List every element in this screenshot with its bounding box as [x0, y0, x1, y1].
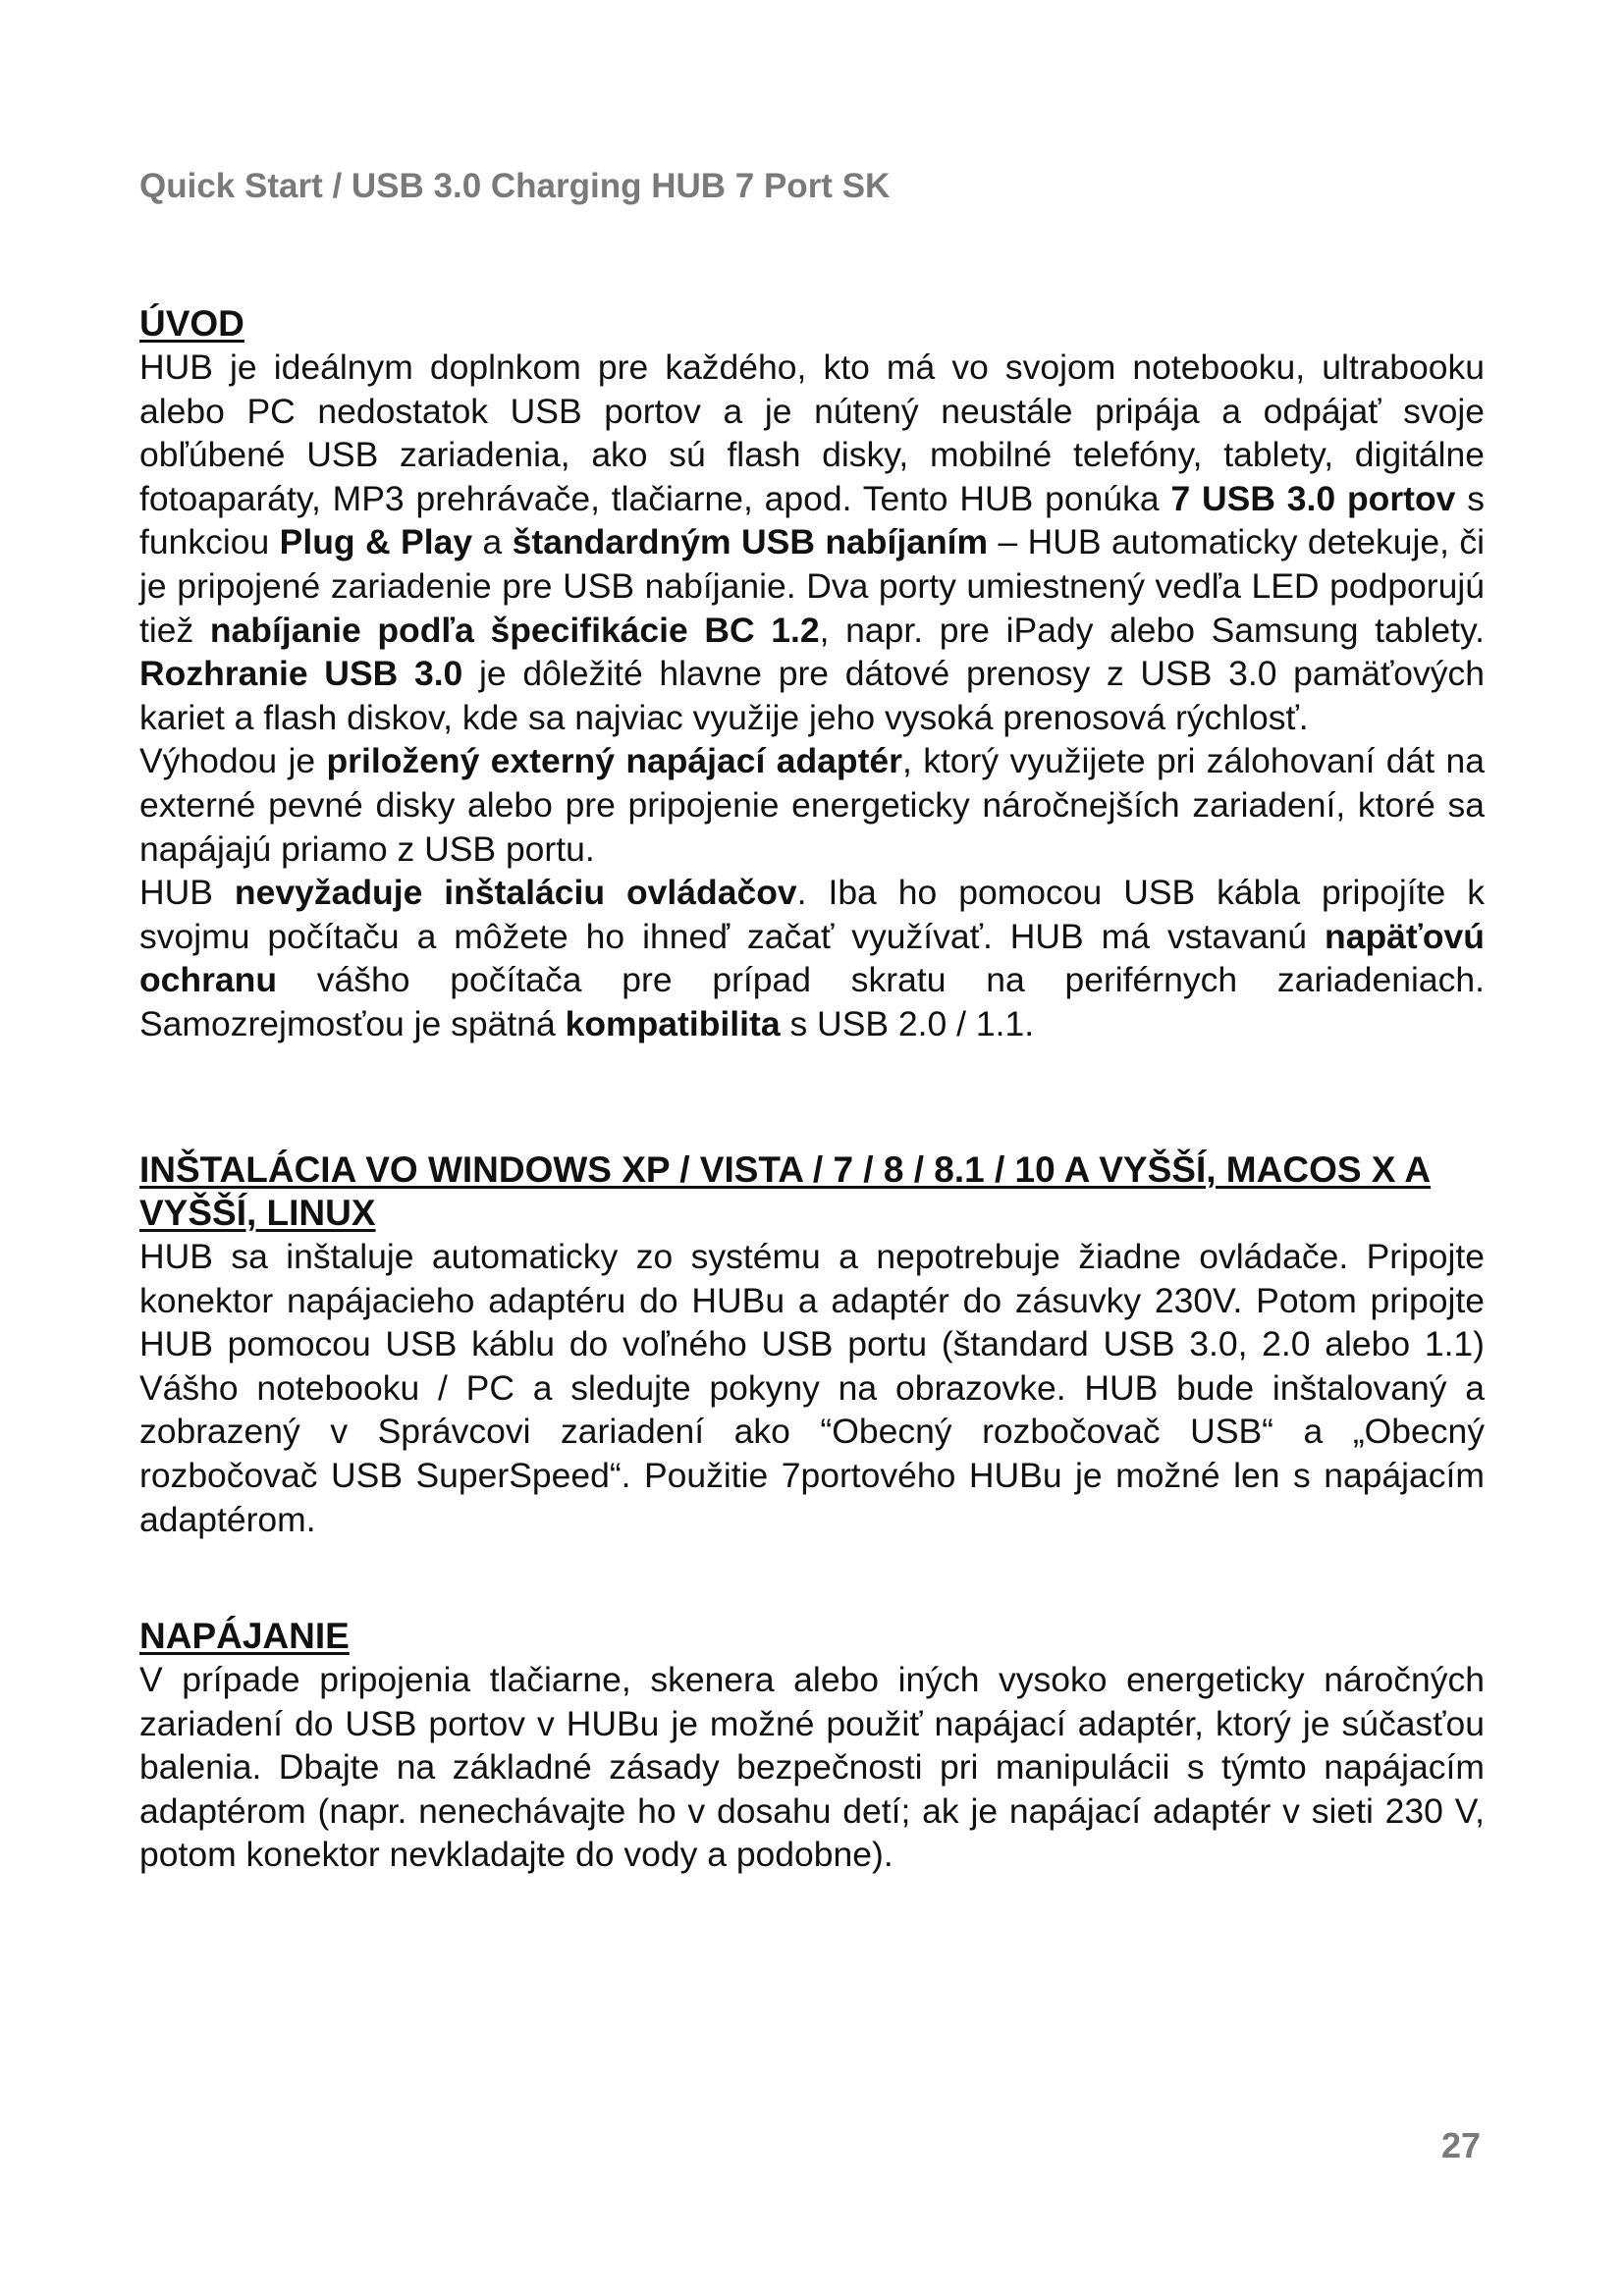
bold-run: štandardným USB nabíjaním: [512, 522, 989, 562]
section-heading-uvod: ÚVOD: [139, 303, 244, 344]
text-run: HUB je ideálnym doplnkom pre každého, kto má vo svojom notebooku, ultrabooku alebo PC nedostatok USB portov a je nútený neustále pripája a odpájať svoje obľúbené USB zariadenia, ako sú flash disky, mobilné telefóny, tablety, digitálne fotoaparáty, MP3 prehrávače, tlačiarne, apod. Tento HUB ponúka: [139, 347, 1485, 518]
text-run: vášho počítača pre prípad skratu na periférnych zariadeniach. Samozrejmosťou je spätná: [139, 960, 1485, 1043]
bold-run: Plug & Play: [279, 522, 473, 562]
text-run: . Iba ho pomocou USB kábla pripojíte k svojmu počítaču a môžete ho ihneď začať využívať. HUB má vstavanú: [139, 873, 1485, 956]
text-run: Výhodou je: [139, 741, 327, 781]
text-run: , ktorý využijete pri zálohovaní dát na externé pevné disky alebo pre pripojenie energeticky náročnejších zariadení, ktoré sa napájajú priamo z USB portu.: [139, 741, 1485, 869]
bold-run: kompatibilita: [565, 1003, 781, 1043]
paragraph-intro: [139, 346, 1485, 739]
paragraph-adapter: [139, 739, 1485, 871]
section-installation: [139, 1148, 1485, 1541]
text-run: je dôležité hlavne pre dátové prenosy z USB 3.0 pamäťových kariet a flash diskov, kde sa najviac využije jeho vysoká prenosová rýchlosť.: [139, 654, 1485, 737]
bold-run: nevyžaduje inštaláciu ovládačov: [234, 873, 797, 913]
bold-run: nabíjanie podľa špecifikácie BC 1.2: [209, 610, 820, 650]
section-power: [139, 1615, 1485, 1877]
bold-run: 7 USB 3.0 portov: [1170, 478, 1456, 518]
text-run: HUB sa inštaluje automaticky zo systému a nepotrebuje žiadne ovládače. Pripojte konektor napájacieho adaptéru do HUBu a adaptér do zásuvky 230V. Potom pripojte HUB pomocou USB káblu do voľného USB portu (štandard USB 3.0, 2.0 alebo 1.1) Vášho notebooku / PC a sledujte pokyny na obrazovke. HUB bude inštalovaný a zobrazený v Správcovi zariadení ako “Obecný rozbočovač USB“ a „Obecný rozbočovač USB SuperSpeed“. Použitie 7portového HUBu je možné len s napájacím adaptérom.: [139, 1237, 1485, 1539]
page-number: 27: [1440, 2125, 1481, 2165]
text-run: s funkciou: [139, 478, 1485, 562]
text-run: a: [472, 522, 513, 562]
bold-run: priložený externý napájací adaptér: [326, 741, 902, 781]
section-heading-installation: INŠTALÁCIA VO WINDOWS XP / VISTA / 7 / 8 / 8.1 / 10 A VYŠŠÍ, MACOS X A VYŠŠÍ, LINUX: [139, 1149, 1432, 1233]
page-header-title: Quick Start / USB 3.0 Charging HUB 7 Port SK: [139, 167, 891, 205]
text-run: HUB: [139, 873, 235, 913]
paragraph-power: [139, 1658, 1485, 1877]
section-heading-power: NAPÁJANIE: [139, 1616, 350, 1656]
bold-run: napäťovú ochranu: [139, 916, 1485, 1000]
text-run: V prípade pripojenia tlačiarne, skenera alebo iných vysoko energeticky náročných zariadení do USB portov v HUBu je možné použiť napájací adaptér, ktorý je súčasťou balenia. Dbajte na základné zásady bezpečnosti pri manipulácii s týmto napájacím adaptérom (napr. nenechávajte ho v dosahu detí; ak je napájací adaptér v sieti 230 V, potom konektor nevkladajte do vody a podobne).: [139, 1660, 1485, 1875]
paragraph-drivers: [139, 871, 1485, 1045]
paragraph-installation: [139, 1235, 1485, 1541]
section-uvod: [139, 302, 1485, 1046]
text-run: , napr. pre iPady alebo Samsung tablety.: [819, 610, 1485, 650]
text-run: – HUB automaticky detekuje, či je pripojené zariadenie pre USB nabíjanie. Dva porty umiestnený vedľa LED podporujú tiež: [139, 522, 1485, 650]
text-run: s USB 2.0 / 1.1.: [780, 1003, 1035, 1043]
bold-run: Rozhranie USB 3.0: [139, 654, 463, 694]
